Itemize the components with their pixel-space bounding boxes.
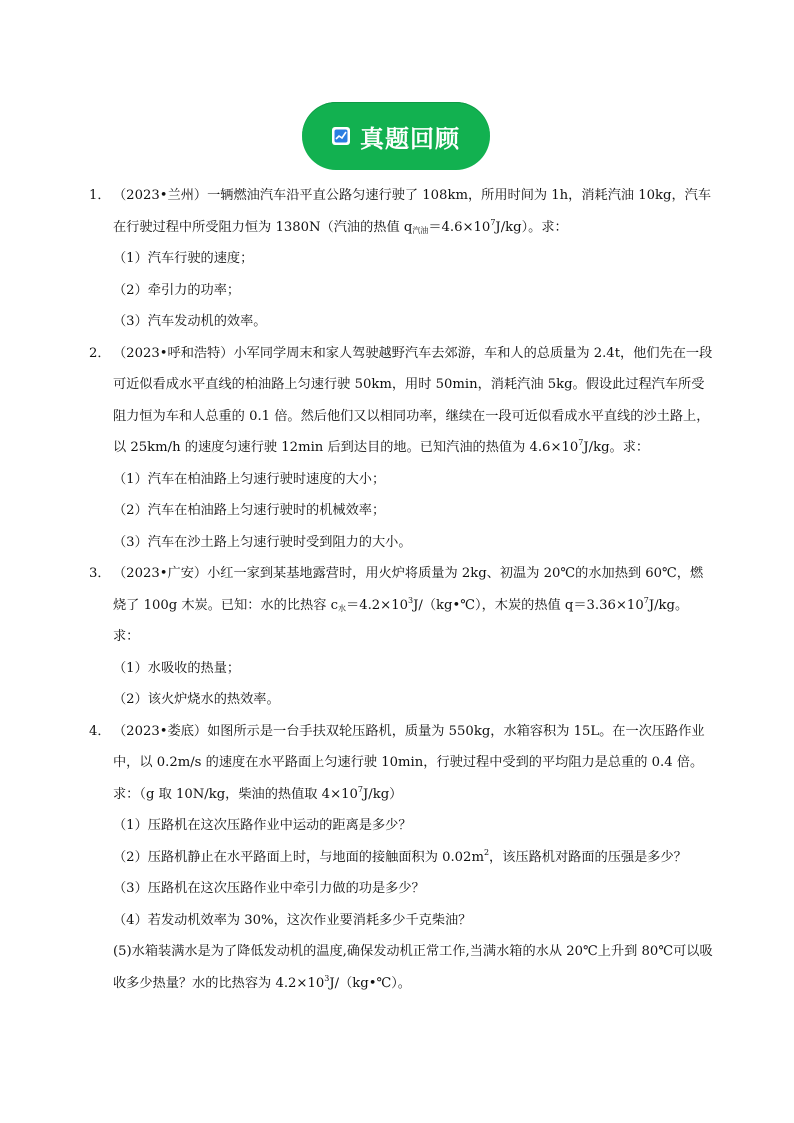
chart-icon (332, 127, 350, 145)
question-3 (89, 558, 713, 653)
sub-question: （2）汽车在柏油路上匀速行驶时的机械效率； (113, 503, 386, 518)
sub-question: （2）压路机静止在水平路面上时，与地面的接触面积为 $0.02m^2$，该压路机对路面的压强是多少？ (113, 847, 687, 865)
question-number: 1． (89, 188, 111, 203)
sub-question: （3）汽车在沙土路上匀速行驶时受到阻力的大小。 (113, 534, 412, 550)
question-list (89, 180, 713, 999)
question-text: （2023•娄底）如图所示是一台手扶双轮压路机，质量为 550kg，水箱容积为 15L。在一次压路作业中，以 0.2m/s 的速度在水平路面上匀速行驶 10min，行驶过程中受到的平均阻力是总重的 0.4 倍。求：（g 取 10N/kg，柴油的热值取 $4\times 10^7J/kg$） (113, 723, 705, 802)
sub-question: （1）汽车在柏油路上匀速行驶时速度的大小； (113, 471, 386, 487)
sub-question: （1）汽车行驶的速度； (113, 251, 254, 266)
sub-question: （3）压路机在这次压路作业中牵引力做的功是多少？ (113, 881, 425, 896)
question-1 (89, 180, 713, 243)
sub-question: （1）压路机在这次压路作业中运动的距离是多少？ (113, 818, 412, 833)
question-text: （2023•呼和浩特）小军同学周末和家人驾驶越野汽车去郊游，车和人的总质量为 2.4t，他们先在一段可近似看成水平直线的柏油路上匀速行驶 50km，用时 50min，消耗汽油 5kg。假设此过程汽车所受阻力恒为车和人总重的 0.1 倍。然后他们又以相同功率，继续在一段可近似看成水平直线的沙土路上，以 25km/h 的速度匀速行驶 12min 后到达目的地。已知汽油的热值为 $4.6\times 10^7J/kg$。求： (113, 345, 713, 455)
question-text: （2023•广安）小红一家到某基地露营时，用火炉将质量为 2kg、初温为 20℃的水加热到 60℃，燃烧了 100g 木炭。已知：水的比热容 $c_水=4.2\times 10^3J/(kg•℃)$，木炭的热值 $q=3.36\times 10^7J/kg$。求： (113, 566, 704, 644)
question-number: 2． (89, 345, 111, 361)
question-number: 4． (89, 723, 111, 739)
question-number: 3． (89, 566, 111, 581)
section-title: 真题回顾 (360, 124, 460, 153)
sub-question: （2）牵引力的功率； (113, 282, 241, 298)
sub-question: (5)水箱装满水是为了降低发动机的温度,确保发动机正常工作,当满水箱的水从 20℃上升到 80℃可以吸收多少热量？水的比热容为 $4.2\times 10^3J/(kg•℃)$。 (113, 944, 713, 991)
question-2 (89, 338, 713, 464)
question-4 (89, 716, 713, 811)
sub-question: （2）该火炉烧水的热效率。 (113, 692, 280, 707)
sub-question: （4）若发动机效率为 30%，这次作业要消耗多少千克柴油？ (113, 912, 472, 928)
sub-question: （1）水吸收的热量； (113, 660, 241, 676)
sub-question: （3）汽车发动机的效率。 (113, 314, 267, 329)
section-banner (302, 102, 490, 170)
question-text: （2023•兰州）一辆燃油汽车沿平直公路匀速行驶了 108km，所用时间为 1h，消耗汽油 10kg，汽车在行驶过程中所受阻力恒为 1380N（汽油的热值 $q_{汽油}=4.6\times 10^7J/kg$）。求： (113, 188, 712, 235)
